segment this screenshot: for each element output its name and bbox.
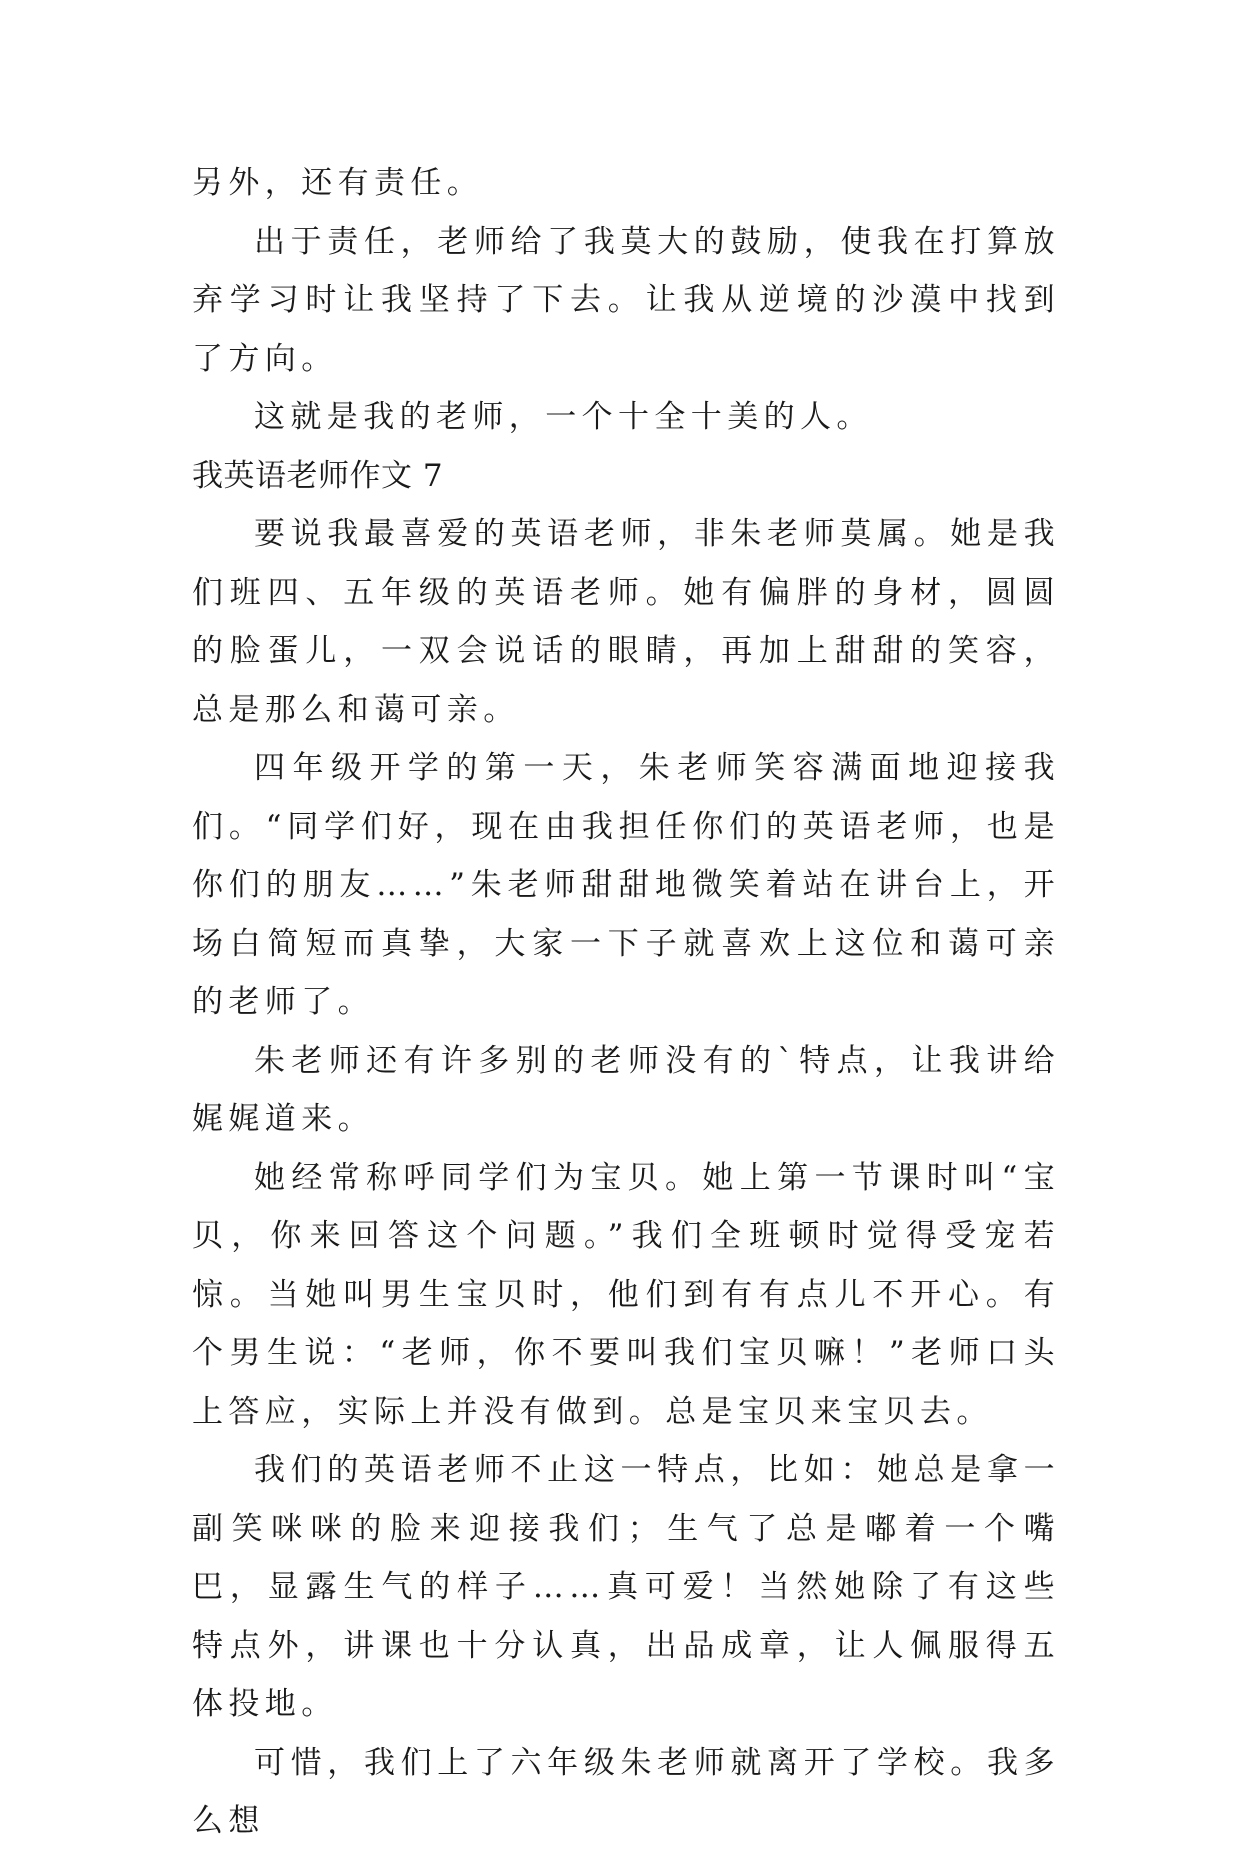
section-title: 我英语老师作文 7 xyxy=(192,457,444,494)
section-paragraph-6: 可惜，我们上了六年级朱老师就离开了学校。我多么想 xyxy=(192,1744,1060,1839)
section-paragraph-3: 朱老师还有许多别的老师没有的`特点，让我讲给娓娓道来。 xyxy=(192,1042,1060,1137)
document-body xyxy=(192,154,1060,1851)
section-paragraph-2: 四年级开学的第一天，朱老师笑容满面地迎接我们。“同学们好，现在由我担任你们的英语老师，也是你们的朋友……”朱老师甜甜地微笑着站在讲台上，开场白简短而真挚，大家一下子就喜欢上这位和蔼可亲的老师了。 xyxy=(192,750,1060,1020)
paragraph-2: 出于责任，老师给了我莫大的鼓励，使我在打算放弃学习时让我坚持了下去。让我从逆境的沙漠中找到了方向。 xyxy=(192,223,1060,377)
section-paragraph-1: 要说我最喜爱的英语老师，非朱老师莫属。她是我们班四、五年级的英语老师。她有偏胖的身材，圆圆的脸蛋儿，一双会说话的眼睛，再加上甜甜的笑容，总是那么和蔼可亲。 xyxy=(192,516,1060,728)
paragraph-3: 这就是我的老师，一个十全十美的人。 xyxy=(254,399,873,435)
section-paragraph-4: 她经常称呼同学们为宝贝。她上第一节课时叫“宝贝，你来回答这个问题。”我们全班顿时觉得受宠若惊。当她叫男生宝贝时，他们到有有点儿不开心。有个男生说：“老师，你不要叫我们宝贝嘛！”老师口头上答应，实际上并没有做到。总是宝贝来宝贝去。 xyxy=(192,1159,1060,1430)
paragraph-1: 另外，还有责任。 xyxy=(192,165,484,201)
section-paragraph-5: 我们的英语老师不止这一特点，比如：她总是拿一副笑咪咪的脸来迎接我们；生气了总是嘟着一个嘴巴，显露生气的样子……真可爱！当然她除了有这些特点外，讲课也十分认真，出品成章，让人佩服得五体投地。 xyxy=(192,1452,1060,1722)
